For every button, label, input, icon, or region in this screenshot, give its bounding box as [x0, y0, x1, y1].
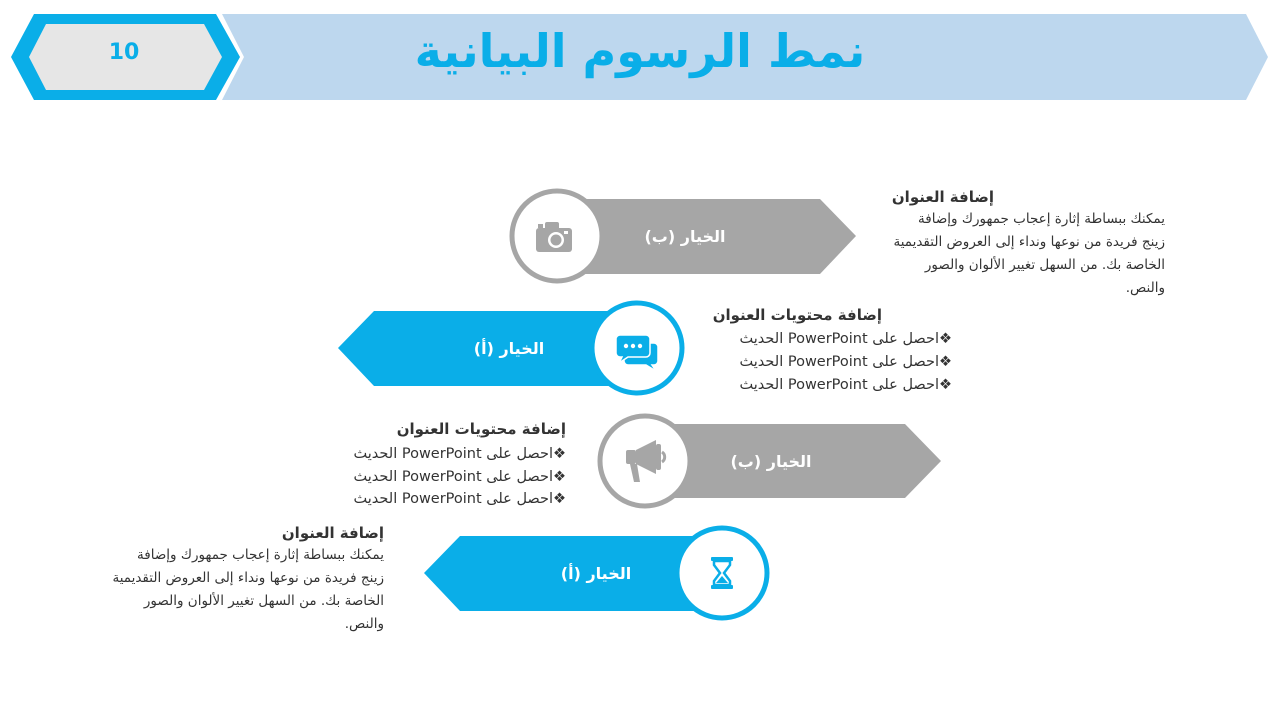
row3-heading: إضافة محتويات العنوان [396, 420, 566, 438]
row3-label: الخيار (ب) [730, 452, 812, 471]
bullet-text: احصل على PowerPoint الحديث [353, 469, 553, 485]
bullet-symbol: ❖ [553, 491, 566, 507]
row2-bullet-1 [700, 331, 952, 347]
row3-bullet-3 [314, 491, 566, 507]
row2-bullet-3 [700, 377, 952, 393]
row3-bullet-1 [314, 446, 566, 462]
bullet-symbol: ❖ [939, 354, 952, 370]
row1-heading: إضافة العنوان [891, 188, 994, 206]
bullet-text: احصل على PowerPoint الحديث [739, 331, 939, 347]
row2-label: الخيار (أ) [473, 339, 545, 358]
bullet-text: احصل على PowerPoint الحديث [353, 491, 553, 507]
bullet-text: احصل على PowerPoint الحديث [353, 446, 553, 462]
page-title: نمط الرسوم البيانية [414, 24, 866, 78]
row4-paragraph: يمكنك ببساطة إثارة إعجاب جمهورك وإضافة زينج فريدة من نوعها ونداء إلى العروض التقديمية الخاصة بك. من السهل تغيير الألوان والصور والنص. [112, 547, 384, 632]
row1-label: الخيار (ب) [644, 227, 726, 246]
bullet-symbol: ❖ [553, 469, 566, 485]
slide-number: 10 [108, 40, 140, 65]
row4-heading: إضافة العنوان [281, 524, 384, 542]
bullet-symbol: ❖ [939, 377, 952, 393]
row3-bullet-2 [314, 469, 566, 485]
bullet-text: احصل على PowerPoint الحديث [739, 354, 939, 370]
bullet-symbol: ❖ [553, 446, 566, 462]
row4-label: الخيار (أ) [560, 564, 632, 583]
row2-bullet-2 [700, 354, 952, 370]
row4-circle [677, 528, 767, 618]
row2-heading: إضافة محتويات العنوان [712, 306, 882, 324]
row1-paragraph: يمكنك ببساطة إثارة إعجاب جمهورك وإضافة زينج فريدة من نوعها ونداء إلى العروض التقديمية الخاصة بك. من السهل تغيير الألوان والصور والنص. [893, 211, 1165, 296]
bullet-text: احصل على PowerPoint الحديث [739, 377, 939, 393]
bullet-symbol: ❖ [939, 331, 952, 347]
